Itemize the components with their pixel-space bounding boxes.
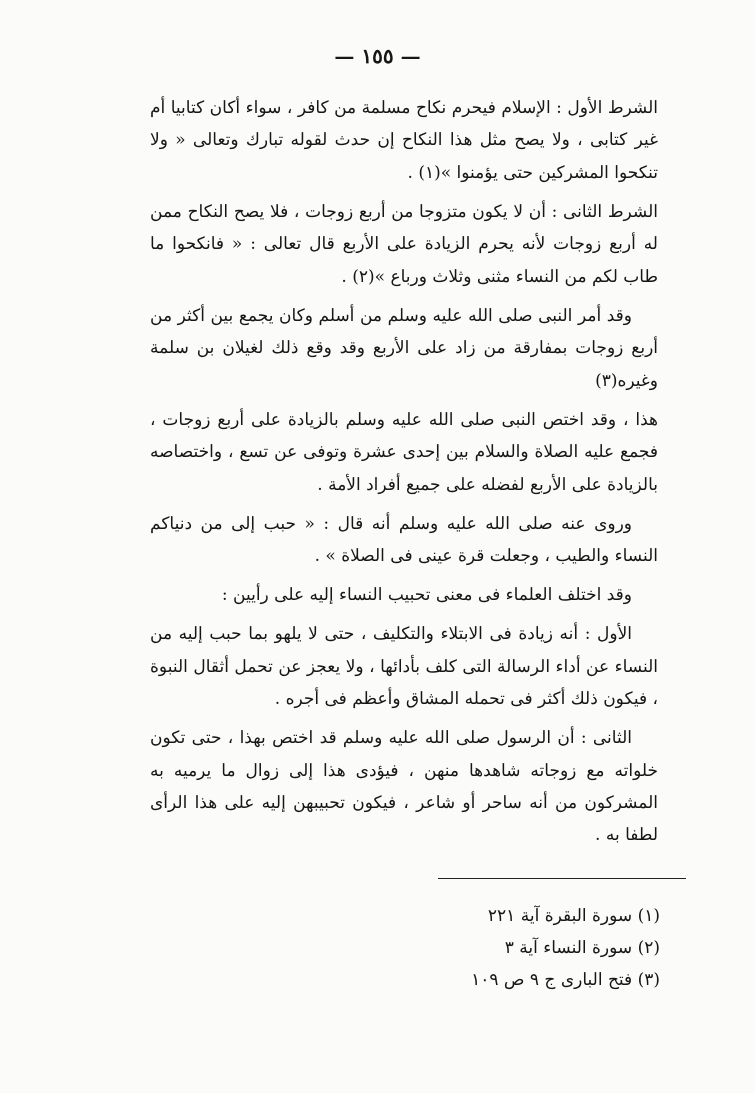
footnote-3: (٣) فتح البارى ج ٩ ص ١٠٩ <box>471 970 660 990</box>
footnote-1: (١) سورة البقرة آية ٢٢١ <box>487 906 660 926</box>
paragraph-hadith: وروى عنه صلى الله عليه وسلم أنه قال : « حبب إلى من دنياكم النساء والطيب ، وجعلت قرة عينى فى الصلاة » . <box>150 513 658 567</box>
paragraph-second-condition: الشرط الثانى : أن لا يكون متزوجا من أربع زوجات ، فلا يصح النكاح ممن له أربع زوجات لأنه يحرم الزيادة على الأربع قال تعالى : « فانكحوا ما طاب لكم من النساء مثنى وثلاث ورباع »(٢) . <box>150 201 658 287</box>
paragraph-first-opinion: الأول : أنه زيادة فى الابتلاء والتكليف ، حتى لا يلهو بما حبب إليه من النساء عن أداء الرسالة التى كلف بأدائها ، ولا يعجز عن تحمل أثقال النبوة ، فيكون ذلك أكثر فى تحمله المشاق وأعظم فى أجره . <box>150 624 658 710</box>
footnote-2: (٢) سورة النساء آية ٣ <box>504 938 660 958</box>
paragraph-second-opinion: الثانى : أن الرسول صلى الله عليه وسلم قد اختص بهذا ، حتى تكون خلواته مع زوجاته شاهدها منهن ، فيؤدى هذا إلى زوال ما يرميه به المشركون من أنه ساحر أو شاعر ، فيكون تحبيبهن إليه على هذا الرأى لطفا به . <box>150 728 658 846</box>
page-number: — ١٥٥ — <box>334 44 421 68</box>
footnote-divider <box>438 878 686 879</box>
footnotes-list <box>420 900 660 996</box>
paragraph-scholars-opinions: وقد اختلف العلماء فى معنى تحبيب النساء إليه على رأيين : <box>221 585 632 606</box>
main-text <box>150 92 658 858</box>
paragraph-first-condition: الشرط الأول : الإسلام فيحرم نكاح مسلمة من كافر ، سواء أكان كتابيا أم غير كتابى ، ولا يصح مثل هذا النكاح إن حدث لقوله تبارك وتعالى « ولا تنكحوا المشركين حتى يؤمنوا »(١) . <box>150 98 658 183</box>
paragraph-prophet-exception: هذا ، وقد اختص النبى صلى الله عليه وسلم بالزيادة على أربع زوجات ، فجمع عليه الصلاة والسلام بين إحدى عشرة وتوفى عن تسع ، واختصاصه بالزيادة على الأربع لفضله على جميع أفراد الأمة . <box>150 409 658 495</box>
paragraph-prophet-order: وقد أمر النبى صلى الله عليه وسلم من أسلم وكان يجمع بين أكثر من أربع زوجات بمفارقة من زاد على الأربع وقد وقع ذلك لغيلان بن سلمة وغيره(٣) <box>150 305 658 391</box>
